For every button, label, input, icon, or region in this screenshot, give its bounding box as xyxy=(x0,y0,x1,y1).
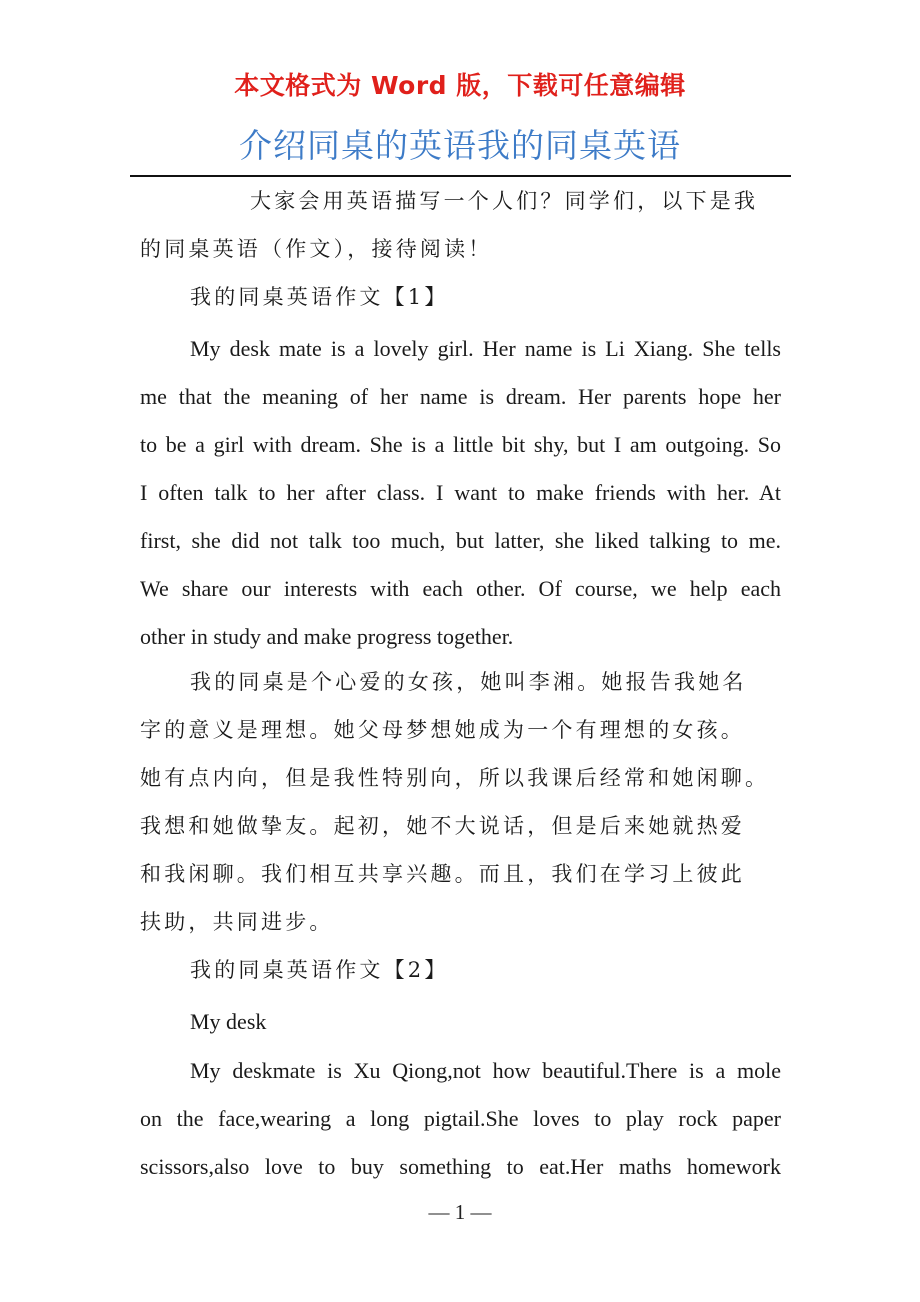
intro-line-1: 大家会用英语描写一个人们？同学们，以下是我 xyxy=(250,189,759,213)
essay1-en-line: We share our interests with each other. Of course, we help each xyxy=(140,576,781,601)
essay1-zh-line: 我的同桌是个心爱的女孩，她叫李湘。她报告我她名 xyxy=(190,670,747,694)
page-number: — 1 — xyxy=(428,1200,492,1224)
essay2-title: My desk xyxy=(190,1009,267,1034)
essay2-en-line: on the face,wearing a long pigtail.She loves to play rock paper xyxy=(140,1106,781,1131)
essay1-zh-line: 和我闲聊。我们相互共享兴趣。而且，我们在学习上彼此 xyxy=(140,862,745,886)
essay1-en-line: My desk mate is a lovely girl. Her name is Li Xiang. She tells xyxy=(190,336,781,361)
essay1-zh-line: 扶助，共同进步。 xyxy=(140,910,334,934)
document-title: 介绍同桌的英语我的同桌英语 xyxy=(239,126,681,165)
intro-line-2: 的同桌英语（作文），接待阅读！ xyxy=(140,237,493,261)
essay-heading-2: 我的同桌英语作文【2】 xyxy=(190,958,449,982)
essay1-en-line: I often talk to her after class. I want to make friends with her. At xyxy=(140,480,781,505)
essay2-en-line: scissors,also love to buy something to eat.Her maths homework xyxy=(140,1154,781,1179)
format-notice: 本文格式为 Word 版，下载可任意编辑 xyxy=(234,71,686,100)
essay1-en-line: to be a girl with dream. She is a little bit shy, but I am outgoing. So xyxy=(140,432,781,457)
essay1-en-line: other in study and make progress together. xyxy=(140,624,514,649)
essay1-en-line: me that the meaning of her name is dream. Her parents hope her xyxy=(140,384,781,409)
essay1-zh-line: 我想和她做挚友。起初，她不大说话，但是后来她就热爱 xyxy=(140,814,745,838)
essay1-zh-line: 她有点内向，但是我性特别向，所以我课后经常和她闲聊。 xyxy=(140,766,770,790)
essay-heading-1: 我的同桌英语作文【1】 xyxy=(190,285,449,309)
essay2-en-line: My deskmate is Xu Qiong,not how beautiful.There is a mole xyxy=(190,1058,781,1083)
essay1-zh-line: 字的意义是理想。她父母梦想她成为一个有理想的女孩。 xyxy=(140,718,745,742)
essay1-en-line: first, she did not talk too much, but latter, she liked talking to me. xyxy=(140,528,781,553)
